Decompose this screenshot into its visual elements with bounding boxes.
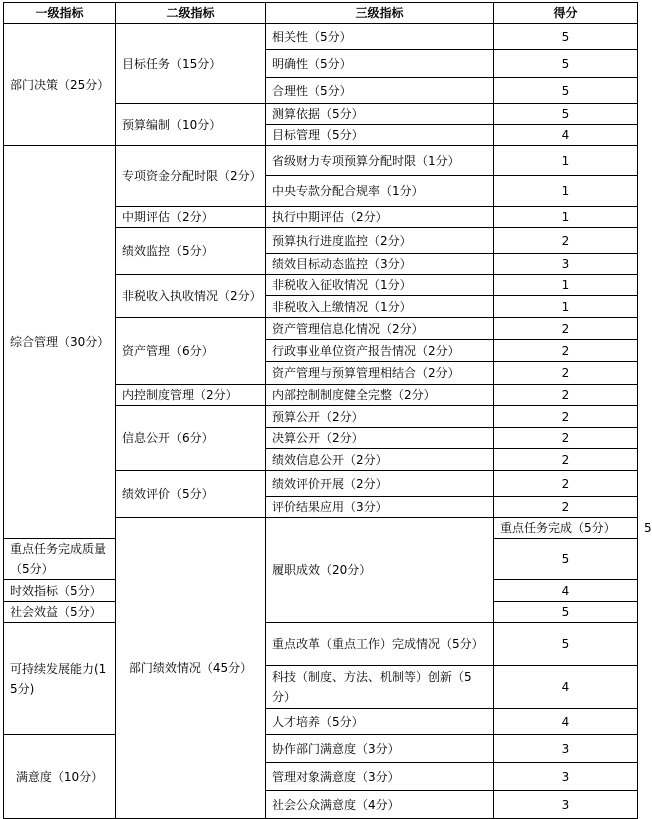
score-cell: 1 [494, 296, 638, 318]
score-cell: 2 [494, 428, 638, 449]
level2-indicator: 内控制度管理（2分） [116, 385, 266, 406]
level3-indicator: 社会公众满意度（4分） [266, 791, 494, 819]
header-level1: 一级指标 [4, 3, 116, 24]
score-cell: 3 [494, 791, 638, 819]
score-cell: 5 [494, 602, 638, 623]
level3-indicator: 合理性（5分） [266, 78, 494, 104]
level3-indicator: 相关性（5分） [266, 24, 494, 50]
level1-indicator: 部门绩效情况（45分） [116, 518, 266, 819]
table-header-row [4, 3, 638, 24]
level3-indicator: 内部控制制度健全完整（2分） [266, 385, 494, 406]
score-cell: 1 [494, 275, 638, 296]
score-cell: 1 [494, 207, 638, 228]
score-cell: 5 [494, 539, 638, 580]
table-row [4, 24, 638, 50]
level3-indicator: 执行中期评估（2分） [266, 207, 494, 228]
table-row [4, 623, 638, 666]
score-cell: 2 [494, 318, 638, 340]
level3-indicator: 绩效信息公开（2分） [266, 449, 494, 471]
level3-indicator: 资产管理与预算管理相结合（2分） [266, 362, 494, 385]
level3-indicator: 明确性（5分） [266, 50, 494, 78]
score-cell: 5 [494, 623, 638, 666]
level2-indicator: 目标任务（15分） [116, 24, 266, 104]
score-cell: 2 [494, 449, 638, 471]
level2-indicator: 绩效评价（5分） [116, 471, 266, 518]
score-cell: 2 [494, 340, 638, 362]
level3-indicator: 重点任务完成（5分） [494, 518, 638, 539]
score-cell: 5 [494, 104, 638, 125]
score-cell: 2 [494, 362, 638, 385]
score-cell: 2 [494, 471, 638, 497]
score-cell: 3 [494, 735, 638, 763]
level3-indicator: 预算公开（2分） [266, 406, 494, 428]
level3-indicator: 测算依据（5分） [266, 104, 494, 125]
level3-indicator: 绩效目标动态监控（3分） [266, 254, 494, 275]
level3-indicator: 资产管理信息化情况（2分） [266, 318, 494, 340]
level3-indicator: 社会效益（5分） [4, 602, 116, 623]
table-body [4, 24, 652, 819]
level3-indicator: 管理对象满意度（3分） [266, 763, 494, 791]
score-cell: 2 [494, 228, 638, 254]
level3-indicator: 重点改革（重点工作）完成情况（5分） [266, 623, 494, 666]
level3-indicator: 非税收入上缴情况（1分） [266, 296, 494, 318]
table-row: 部门绩效情况（45分） 履职成效（20分） 重点任务完成（5分） 5 [4, 518, 638, 539]
score-cell: 1 [494, 146, 638, 176]
score-cell: 5 [494, 78, 638, 104]
score-cell: 4 [494, 580, 638, 602]
score-cell: 4 [494, 125, 638, 146]
level3-indicator: 科技（制度、方法、机制等）创新（5分） [266, 666, 494, 709]
score-cell: 2 [494, 385, 638, 406]
score-cell: 3 [494, 763, 638, 791]
score-cell: 5 [494, 24, 638, 50]
level3-indicator: 重点任务完成质量（5分） [4, 539, 116, 580]
level2-indicator: 预算编制（10分） [116, 104, 266, 146]
level1-indicator: 部门决策（25分） [4, 24, 116, 146]
level2-indicator: 绩效监控（5分） [116, 228, 266, 275]
header-score: 得分 [494, 3, 638, 24]
score-cell: 4 [494, 666, 638, 709]
indicator-score-table [3, 2, 652, 819]
level3-indicator: 中央专款分配合规率（1分） [266, 176, 494, 207]
level1-indicator: 综合管理（30分） [4, 146, 116, 539]
header-level3: 三级指标 [266, 3, 494, 24]
level3-indicator: 非税收入征收情况（1分） [266, 275, 494, 296]
level3-indicator: 协作部门满意度（3分） [266, 735, 494, 763]
score-cell: 5 [494, 50, 638, 78]
header-level2: 二级指标 [116, 3, 266, 24]
level2-indicator: 可持续发展能力(15分) [4, 623, 116, 735]
level3-indicator: 目标管理（5分） [266, 125, 494, 146]
score-cell: 1 [494, 176, 638, 207]
level3-indicator: 绩效评价开展（2分） [266, 471, 494, 497]
level2-indicator: 信息公开（6分） [116, 406, 266, 471]
table-row [4, 735, 638, 763]
table-row [4, 146, 638, 176]
score-cell: 3 [494, 254, 638, 275]
level3-indicator: 人才培养（5分） [266, 709, 494, 735]
level2-indicator: 非税收入执收情况（2分） [116, 275, 266, 318]
level2-indicator: 履职成效（20分） [266, 518, 494, 623]
score-cell: 2 [494, 406, 638, 428]
score-cell: 2 [494, 497, 638, 518]
level3-indicator: 决算公开（2分） [266, 428, 494, 449]
level3-indicator: 评价结果应用（3分） [266, 497, 494, 518]
level3-indicator: 省级财力专项预算分配时限（1分） [266, 146, 494, 176]
level2-indicator: 中期评估（2分） [116, 207, 266, 228]
level2-indicator: 满意度（10分） [4, 735, 116, 819]
level3-indicator: 预算执行进度监控（2分） [266, 228, 494, 254]
level2-indicator: 专项资金分配时限（2分） [116, 146, 266, 207]
score-cell: 4 [494, 709, 638, 735]
level3-indicator: 时效指标（5分） [4, 580, 116, 602]
level2-indicator: 资产管理（6分） [116, 318, 266, 385]
level3-indicator: 行政事业单位资产报告情况（2分） [266, 340, 494, 362]
